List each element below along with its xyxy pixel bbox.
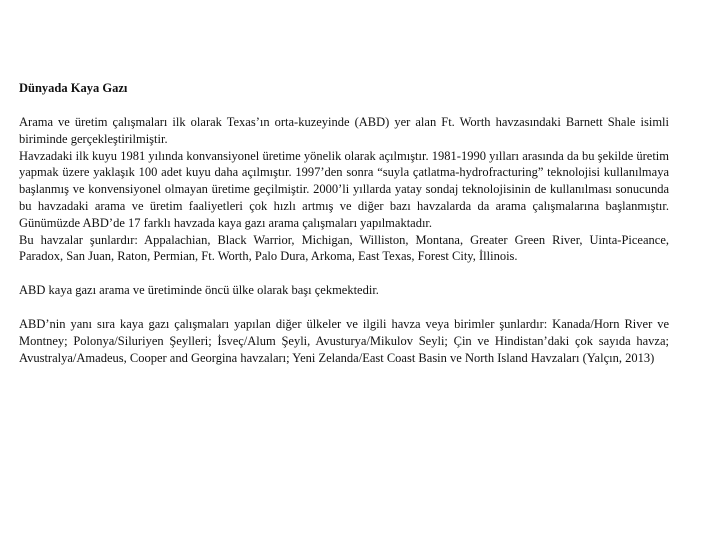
paragraph-basin-list: Bu havzalar şunlardır: Appalachian, Black Warrior, Michigan, Williston, Montana, Greater Green River, Uinta-Piceance, Paradox, San Juan, Raton, Permian, Ft. Worth, Palo Dura, Arkoma, East Texas, Forest City, İllinois. xyxy=(19,232,669,264)
paragraph-other-countries: ABD’nin yanı sıra kaya gazı çalışmaları yapılan diğer ülkeler ve ilgili havza veya birimler şunlardır: Kanada/Horn River ve Montney; Polonya/Siluriyen Şeylleri; İsveç/Alum Şeyli, Avusturya/Mikulov Seyli; Çin ve Hindistan’daki çok sayıda havza; Avustralya/Amadeus, Cooper and Georgina havzaları; Yeni Zelanda/East Coast Basin ve North Island Havzaları (Yalçın, 2013) xyxy=(19,316,669,365)
paragraph-barnett-shale: Arama ve üretim çalışmaları ilk olarak Texas’ın orta-kuzeyinde (ABD) yer alan Ft. Worth havzasındaki Barnett Shale isimli biriminde gerçekleştirilmiştir. xyxy=(19,115,669,146)
document-title: Dünyada Kaya Gazı xyxy=(19,81,128,95)
paragraph-spacer xyxy=(19,265,669,282)
document-page xyxy=(19,80,669,366)
paragraph-basin-history: Havzadaki ilk kuyu 1981 yılında konvansiyonel üretime yönelik olarak açılmıştır. 1981-1990 yılları arasında da bu şekilde üretim yapmak üzere yaklaşık 100 adet kuyu daha açılmıştır. 1997’den sonra “suyla çatlatma-hydrofracturing” teknolojisi kullanılmaya başlanmış ve konvensiyonel olmayan üretime geçilmiştir. 2000’li yıllarda yatay sondaj teknolojisinin de kullanılması sonucunda bu havzadaki arama ve üretim faaliyetleri çok hızlı artmış ve diğer bazı havzalarda da arama çalışmalarına başlanmıştır. Günümüzde ABD’de 17 farklı havzada kaya gazı arama çalışmaları yapılmaktadır. xyxy=(19,148,669,230)
paragraph-spacer xyxy=(19,299,669,316)
paragraph-usa-leader: ABD kaya gazı arama ve üretiminde öncü ülke olarak başı çekmektedir. xyxy=(19,283,379,298)
